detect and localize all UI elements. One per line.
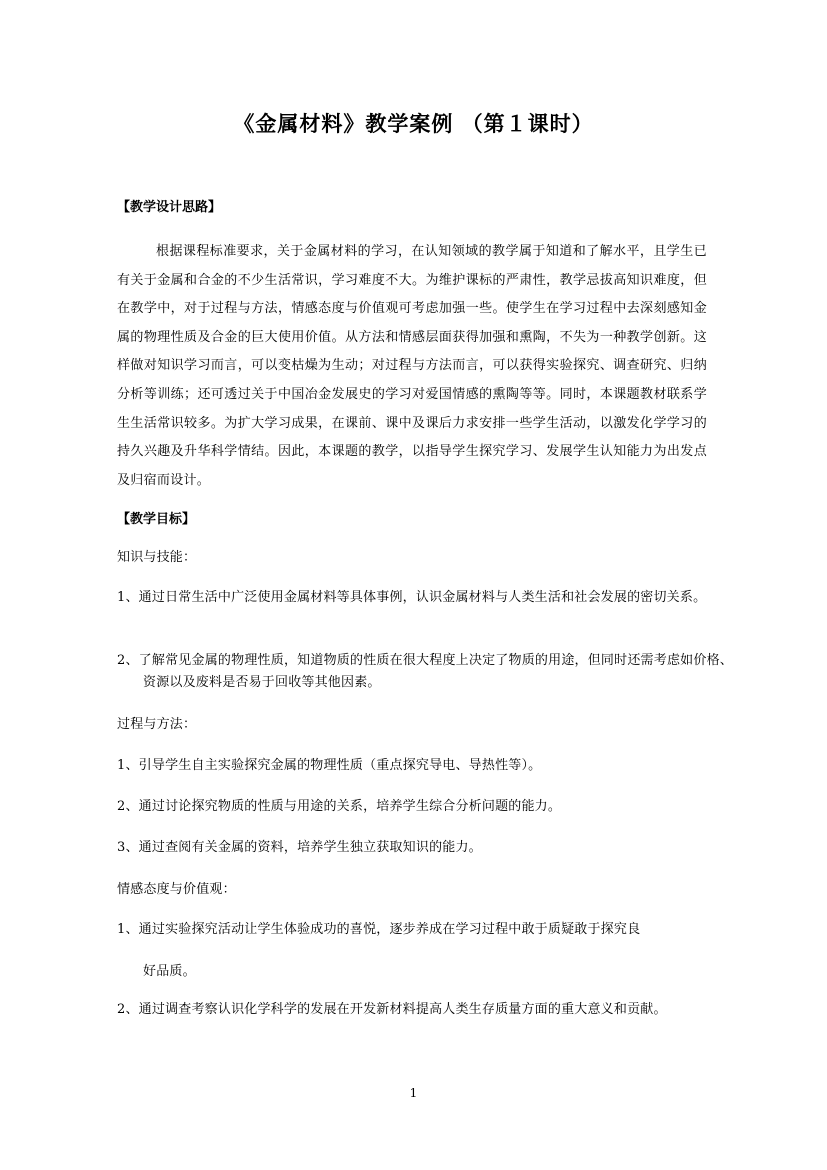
emotion-item-2: 2、通过调查考察认识化学科学的发展在开发新材料提高人类生存质量方面的重大意义和贡献。 [117,1002,667,1017]
design-paragraph: 根据课程标准要求，关于金属材料的学习，在认知领域的教学属于知道和了解水平，且学生已有关于金属和合金的不少生活常识，学习难度不大。为维护课标的严肃性，教学忌拔高知识难度，但在教学中，对于过程与方法，情感态度与价值观可考虑加强一些。使学生在学习过程中去深刻感知金属的物理性质及合金的巨大使用价值。从方法和情感层面获得加强和熏陶，不失为一种教学创新。这样做对知识学习而言，可以变枯燥为生动；对过程与方法而言，可以获得实验探究、调查研究、归纳分析等训练；还可透过关于中国冶金发展史的学习对爱国情感的熏陶等等。同时，本课题教材联系学生生活常识较多。为扩大学习成果，在课前、课中及课后力求安排一些学生活动，以激发化学学习的持久兴趣及升华科学情结。因此，本课题的教学，以指导学生探究学习、发展学生认知能力为出发点及归宿而设计。 [117,244,707,488]
emotion-item-1-line2: 好品质。 [143,964,196,979]
process-item-1: 1、引导学生自主实验探究金属的物理性质（重点探究导电、导热性等）。 [117,758,542,773]
process-item-3: 3、通过查阅有关金属的资料，培养学生独立获取知识的能力。 [117,840,482,855]
emotion-label: 情感态度与价值观： [117,882,236,897]
goals-heading: 【教学目标】 [117,512,196,527]
knowledge-item-2: 2、了解常见金属的物理性质，知道物质的性质在很大程度上决定了物质的用途，但同时还需考虑如价格、资源以及废料是否易于回收等其他因素。 [117,653,733,690]
process-item-2: 2、通过讨论探究物质的性质与用途的关系，培养学生综合分析问题的能力。 [117,799,562,814]
emotion-item-1-line1: 1、通过实验探究活动让学生体验成功的喜悦，逐步养成在学习过程中敢于质疑敢于探究良 [117,922,641,937]
page-number: 1 [409,1086,418,1100]
process-label: 过程与方法： [117,717,197,732]
knowledge-label: 知识与技能： [117,550,197,565]
design-heading: 【教学设计思路】 [117,200,222,215]
knowledge-item-1: 1、通过日常生活中广泛使用金属材料等具体事例，认识金属材料与人类生活和社会发展的密切关系。 [117,590,707,605]
document-title: 《金属材料》教学案例 （第１课时） [233,111,594,136]
